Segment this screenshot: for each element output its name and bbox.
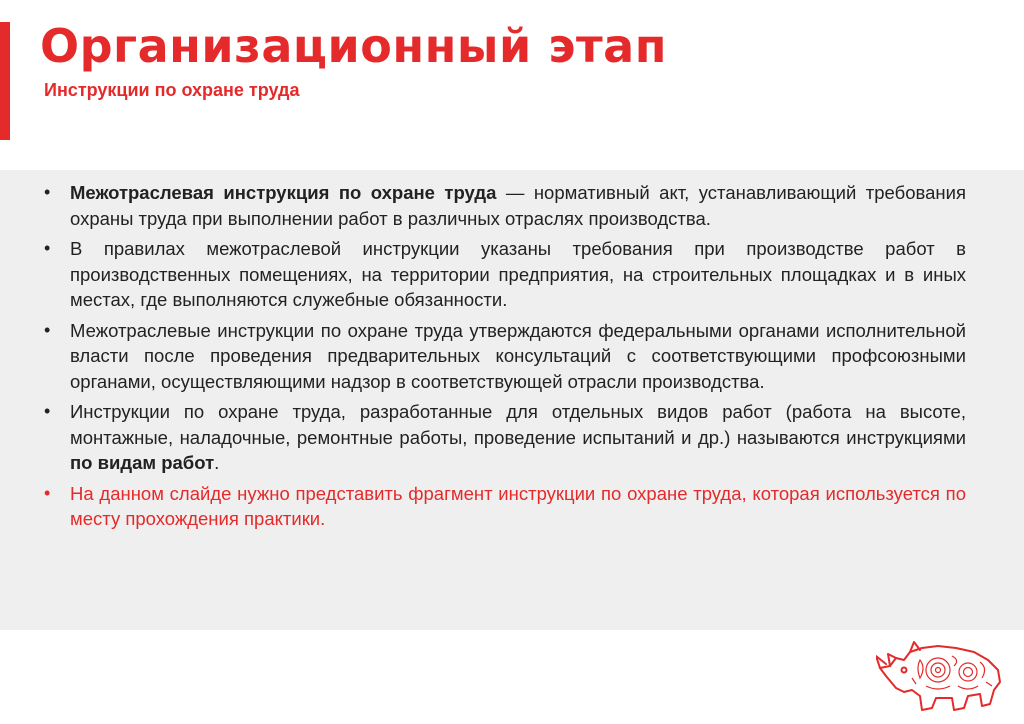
bullet-bold-term: по видам работ: [70, 452, 215, 473]
bullet-item-1: [44, 180, 966, 231]
accent-bar: [0, 22, 10, 140]
bullet-list: [44, 180, 966, 537]
bullet-text: В правилах межотраслевой инструкции указаны требования при производстве работ в производственных помещениях, на территории предприятия, на строительных площадках и в иных местах, где выполняются служебные обязанности.: [70, 238, 966, 310]
slide-subtitle: Инструкции по охране труда: [44, 80, 300, 100]
bullet-dot: •: [44, 401, 51, 421]
bullet-text: Инструкции по охране труда, разработанные для отдельных видов работ (работа на высоте, монтажные, наладочные, ремонтные работы, проведение испытаний и др.) называются инструкциями: [70, 401, 966, 448]
bullet-item-2: [44, 236, 966, 313]
bullet-bold-term: Межотраслевая инструкция по охране труда: [70, 182, 497, 203]
bullet-dot: •: [44, 182, 51, 202]
bullet-item-3: [44, 318, 966, 395]
slide-title: Организационный этап: [40, 19, 667, 73]
bullet-text: На данном слайде нужно представить фрагмент инструкции по охране труда, которая используется по месту прохождения практики.: [70, 482, 966, 529]
bullet-dot: •: [44, 238, 51, 258]
bullet-item-note: [44, 481, 966, 532]
bullet-text: — нормативный акт, устанавливающий требования охраны труда при выполнении работ в различных отраслях производства.: [70, 182, 966, 229]
bullet-dot: •: [44, 482, 51, 503]
bullet-item-4: [44, 399, 966, 476]
bullet-tail: .: [214, 452, 220, 473]
rhino-logo-icon: [876, 638, 1008, 714]
bullet-dot: •: [44, 319, 51, 340]
bullet-text: Межотраслевые инструкции по охране труда утверждаются федеральными органами исполнительной власти после проведения предварительных консультаций с соответствующими профсоюзными органами, осуществляющими надзор в соответствующей отрасли производства.: [70, 319, 966, 392]
content-panel: [0, 170, 1024, 630]
